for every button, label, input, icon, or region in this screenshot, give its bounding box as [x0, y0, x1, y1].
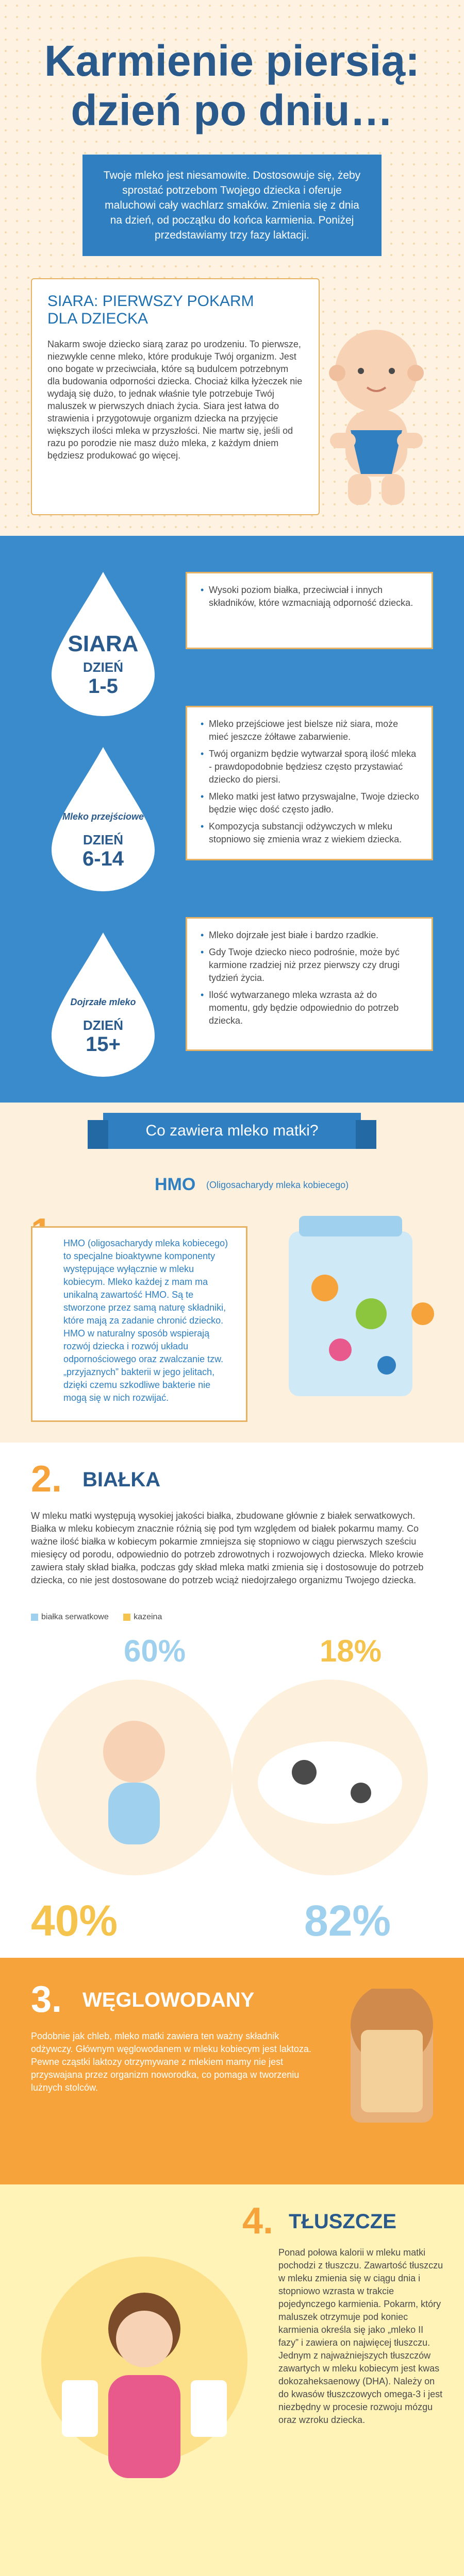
fat-number: 4. [242, 2200, 274, 2242]
title-line-2: dzień po dniu… [71, 86, 393, 134]
stage-3-drop [36, 927, 170, 1082]
bacteria-jar-illustration [268, 1211, 443, 1417]
question-ribbon: Co zawiera mleko matki? [103, 1113, 361, 1149]
stage-2-point: • Twój organizm będzie wytwarzał sporą ilość mleka - prawdopodobnie będziesz często przystawiać dziecko do piersi. [209, 748, 419, 786]
stage-2-days: 6-14 [82, 848, 124, 870]
stage-2-label: DZIEŃ [83, 832, 123, 848]
legend-label-casein: kazeina [134, 1613, 162, 1621]
intro-box: Twoje mleko jest niesamowite. Dostosowuje się, żeby sprostać potrzebom Twojego dziecka i oferuje maluchowi cały wachlarz smaków. Zmienia się z dnia na dzień, od początku do końca karmienia. Poniżej przedstawiamy trzy fazy laktacji. [82, 155, 382, 256]
fat-title: TŁUSZCZE [289, 2210, 396, 2233]
stage-3-point: • Mleko dojrzałe jest białe i bardzo rzadkie. [209, 929, 419, 942]
legend-label-whey: białka serwatkowe [41, 1613, 109, 1621]
title-line-1: Karmienie piersią: [44, 37, 420, 85]
stage-3-text [186, 917, 433, 1051]
stage-1-drop [36, 567, 170, 721]
stage-2-point: • Kompozycja substancji odżywczych w mleku stopniowo się zmienia wraz z wiekiem dziecka. [209, 820, 419, 846]
page-title [0, 36, 464, 135]
stage-2-point: • Mleko matki jest łatwo przyswajalne, Twoje dziecko będzie więc dość często jadło. [209, 790, 419, 816]
stage-1-days: 1-5 [88, 675, 118, 698]
stage-1-name: SIARA [68, 631, 139, 656]
carbs-title: WĘGLOWODANY [82, 1989, 255, 2011]
breast-milk-whey-value: 60% [124, 1634, 186, 1668]
colostrum-title-line-1: SIARA: PIERWSZY POKARM [47, 293, 254, 310]
stage-3-name: Dojrzałe mleko [70, 997, 136, 1007]
legend-swatch-whey [31, 1614, 38, 1621]
brain-child-illustration [31, 2226, 258, 2535]
cow-milk-whey-value: 18% [320, 1634, 382, 1668]
stage-1-text [186, 572, 433, 649]
carbohydrates-section [0, 1958, 464, 2184]
stage-3-point: • Ilość wytwarzanego mleka wzrasta aż do momentu, gdy będzie odpowiednio do potrzeb dziecka. [209, 989, 419, 1027]
stage-2-text [186, 706, 433, 860]
stage-1-point: • Wysoki poziom białka, przeciwciał i innych składników, które wzmacniają odporność dziecka. [209, 584, 419, 609]
breast-milk-casein-value: 40% [31, 1896, 118, 1945]
legend-swatch-casein [123, 1614, 130, 1621]
hmo-subtitle: (Oligosacharydy mleka kobiecego) [206, 1180, 349, 1190]
hmo-title: HMO [155, 1175, 196, 1194]
protein-legend [31, 1613, 162, 1622]
lactation-stages-section [0, 536, 464, 1103]
hmo-section [0, 1154, 464, 1443]
hmo-text: HMO (oligosacharydy mleka kobiecego) to specjalne bioaktywne komponenty występujące wyłącznie w mleku kobiecym. Mleko każdej z mam ma unikalną zawartość HMO. Są te stworzone przez samą naturę składniki, które mają za zadanie chronić dziecko. HMO w naturalny sposób wspierają rozwój dziecka i rozwój układu odpornościowego oraz zwalczanie tzw. „przyjaznych” bakterii w jego jelitach, dzięki czemu szkodliwe bakterie nie mogą się w nich rozwijać. [31, 1226, 247, 1422]
baby-illustration [309, 319, 443, 515]
carbs-number: 3. [31, 1979, 62, 2020]
protein-illustrations [31, 1674, 433, 1891]
stage-2-drop [36, 742, 170, 896]
header-section [0, 0, 464, 536]
protein-number: 2. [31, 1459, 62, 1500]
fat-section [0, 2184, 464, 2576]
stage-2-point: • Mleko przejściowe jest bielsze niż siara, może mieć jeszcze żółtawe zabarwienie. [209, 718, 419, 743]
bread-icon [340, 1989, 443, 2133]
cow-milk-casein-value: 82% [304, 1896, 391, 1945]
colostrum-card-title [47, 293, 303, 328]
colostrum-title-line-2: DLA DZIECKA [47, 310, 148, 327]
colostrum-card [31, 278, 320, 515]
colostrum-card-text: Nakarm swoje dziecko siarą zaraz po urodzeniu. To pierwsze, niezwykle cenne mleko, które produkuje Twój organizm. Jest ono bogate w przeciwciała, które są budulcem potrzebnym dla budowania odporności dziecka. Chociaż kilka łyżeczek nie wydają się dużo, to jednak właśnie tyle potrzebuje Twój maluszek w pierwszych dniach życia. Siara jest łatwa do strawienia i przygotowuje organizm dziecka na przyjęcie większych ilości mleka w przyszłości. Nie martw się, jeśli od razu po porodzie nie masz dużo mleka, z każdym dniem będziesz produkować go więcej. [47, 339, 303, 461]
protein-text: W mleku matki występują wysokiej jakości białka, zbudowane głównie z białek serwatkowych. Białka w mleku kobiecym znacznie różnią się pod tym względem od białek pokarmu mamy. Co ważne ilość białka w kobiecym pokarmie zmniejsza się stopniowo w ciągu pierwszych sześciu miesięcy od porodu, odpowiednio do potrzeb zdrowotnych i rozwojowych dziecka. Mleko krowie zawiera stały skład białka, podczas gdy skład mleka matki zmienia się i dostosowuje do potrzeb dziecka, co nie jest dostosowane do potrzeb wciąż niedojrzałego organizmu Twojego dziecka. [31, 1511, 424, 1585]
protein-section [0, 1443, 464, 1958]
protein-title: BIAŁKA [82, 1468, 161, 1491]
stage-1-label: DZIEŃ [83, 659, 123, 675]
fat-text: Ponad połowa kalorii w mleku matki pochodzi z tłuszczu. Zawartość tłuszczu w mleku zmienia się w ciągu dnia i stopniowo wzrasta w trakcie pojedynczego karmienia. Pokarm, który maluszek otrzymuje pod koniec karmienia określa się jako „mleko II fazy” i zawiera on najwięcej tłuszczu. Jednym z najważniejszych tłuszczów zawartych w mleku kobiecym jest kwas dokozaheksaenowy (DHA). Należy on do kwasów tłuszczowych omega-3 i jest niezbędny w procesie rozwoju mózgu oraz wzroku dziecka. [278, 2247, 443, 2425]
stage-3-days: 15+ [86, 1033, 121, 1056]
stage-2-name: Mleko przejściowe [62, 811, 144, 822]
carbs-text: Podobnie jak chleb, mleko matki zawiera ten ważny składnik odżywczy. Głównym węglowodanem w mleku kobiecym jest laktoza. Pewne cząstki laktozy otrzymywane z mlekiem mamy nie jest przyswajana przez organizm noworodka, co pomaga w tworzeniu lużnych stolców. [31, 2031, 311, 2093]
stage-3-point: • Gdy Twoje dziecko nieco podrośnie, może być karmione rzadziej niż przez pierwszy czy drugi tydzień życia. [209, 946, 419, 985]
stage-3-label: DZIEŃ [83, 1018, 123, 1033]
